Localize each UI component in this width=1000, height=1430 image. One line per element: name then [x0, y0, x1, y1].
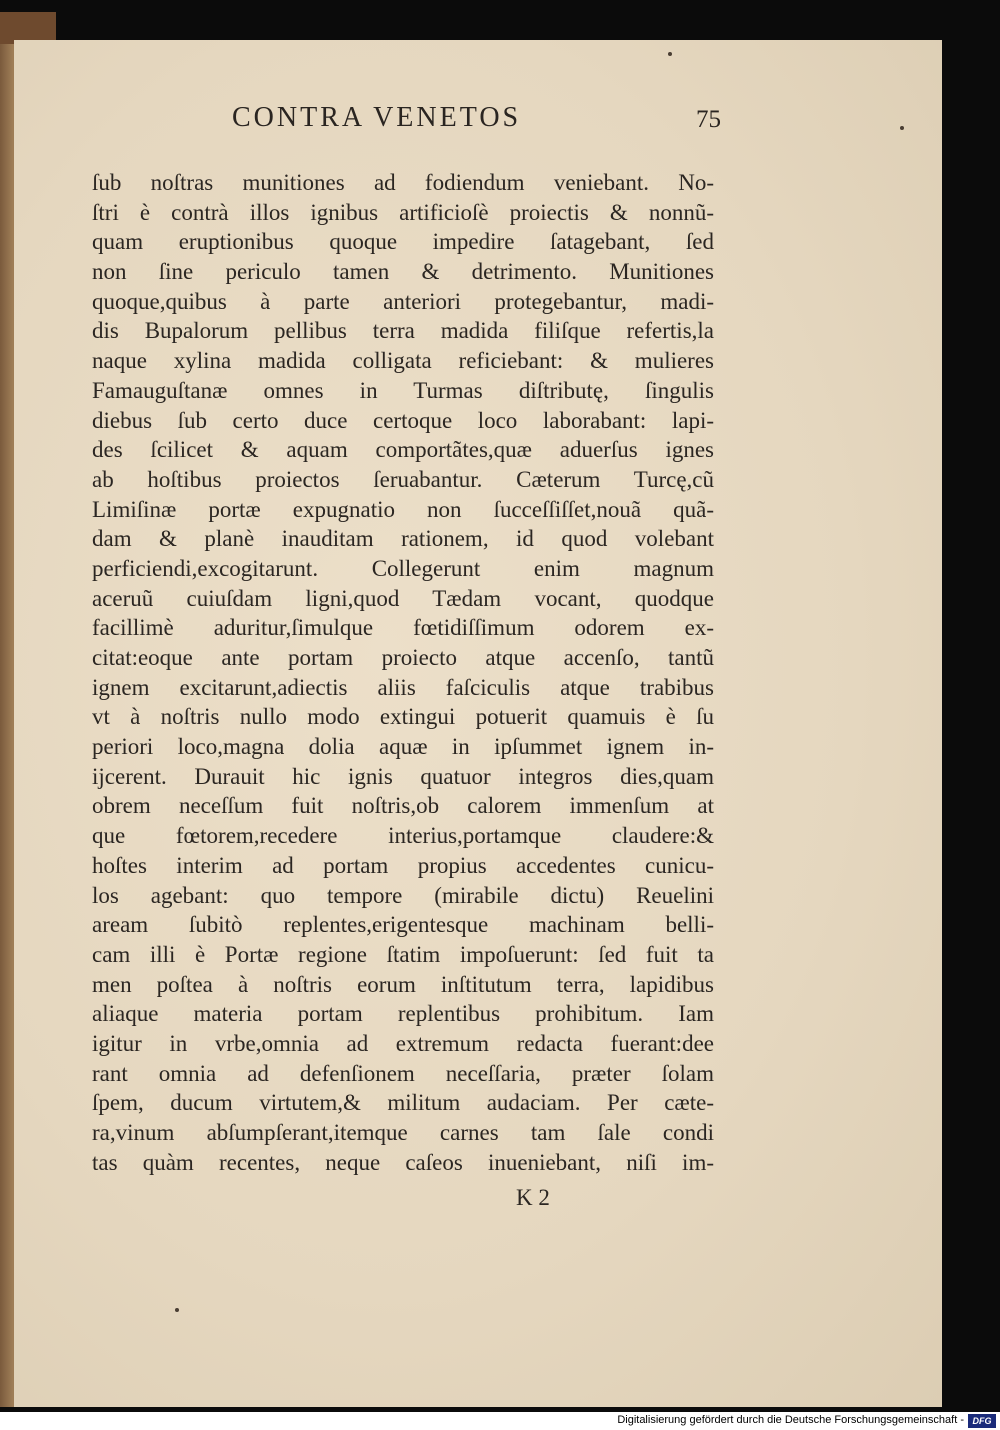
page-speck — [175, 1308, 179, 1312]
text-line: cam illi è Portæ regione ſtatim impoſuerunt: ſed fuit ta — [92, 941, 714, 967]
text-line: dam & planè inauditam rationem, id quod volebant — [92, 526, 714, 552]
text-line: quoque,quibus à parte anteriori protegebantur, madi- — [92, 288, 714, 314]
text-line: los agebant: quo tempore (mirabile dictu) Reuelini — [92, 882, 714, 908]
text-line: quam eruptionibus quoque impedire ſatagebant, ſed — [92, 229, 714, 255]
text-line: Limiſinæ portæ expugnatio non ſucceſſiſſet,nouã quã- — [92, 496, 714, 522]
text-line: facillimè aduritur,ſimulque fœtidiſſimum odorem ex- — [92, 615, 714, 641]
text-line: des ſcilicet & aquam comportãtes,quæ aduerſus ignes — [92, 437, 714, 463]
text-line: periori loco,magna dolia aquæ in ipſummet ignem in- — [92, 734, 714, 760]
running-head: CONTRA VENETOS — [232, 102, 522, 133]
page-speck — [900, 126, 904, 130]
text-line: aream ſubitò replentes,erigentesque machinam belli- — [92, 912, 714, 938]
text-line: naque xylina madida colligata reficiebant: & mulieres — [92, 348, 714, 374]
text-line: dis Bupalorum pellibus terra madida filiſque refertis,la — [92, 318, 714, 344]
text-line: ignem excitarunt,adiectis aliis faſciculis atque trabibus — [92, 674, 714, 700]
text-line: ab hoſtibus proiectos ſeruabantur. Cæterum Turcę,cũ — [92, 466, 714, 492]
signature-mark: K 2 — [516, 1185, 550, 1210]
text-line: citat:eoque ante portam proiecto atque accenſo, tantũ — [92, 645, 714, 670]
text-line: men poſtea à noſtris eorum inſtitutum terra, lapidibus — [92, 971, 714, 997]
text-line: perficiendi,excogitarunt. Collegerunt enim magnum — [92, 555, 714, 581]
text-line: non ſine periculo tamen & detrimento. Munitiones — [92, 259, 714, 285]
text-line: ſtri è contrà illos ignibus artificioſè proiectis & nonnũ- — [92, 199, 714, 225]
text-line: ſpem, ducum virtutem,& militum audaciam. Per cæte- — [92, 1090, 714, 1116]
text-line: diebus ſub certo duce certoque loco laborabant: lapi- — [92, 407, 714, 433]
text-line: igitur in vrbe,omnia ad extremum redacta fuerant:dee — [92, 1030, 714, 1056]
body-text — [92, 168, 714, 1177]
page-number: 75 — [696, 106, 721, 133]
text-line: tas quàm recentes, neque caſeos inueniebant, niſi im- — [92, 1149, 714, 1175]
text-line: hoſtes interim ad portam propius accedentes cunicu- — [92, 852, 714, 878]
text-line: obrem neceſſum fuit noſtris,ob calorem immenſum at — [92, 793, 714, 819]
digitization-credit: Digitalisierung gefördert durch die Deutsche Forschungsgemeinschaft - — [617, 1414, 964, 1426]
text-line: aliaque materia portam replentibus prohibitum. Iam — [92, 1001, 714, 1027]
text-line: rant omnia ad defenſionem neceſſaria, præter ſolam — [92, 1060, 714, 1086]
text-line: ra,vinum abſumpſerant,itemque carnes tam ſale condi — [92, 1120, 714, 1145]
dfg-logo: DFG — [968, 1414, 996, 1428]
text-line: que fœtorem,recedere interius,portamque claudere:& — [92, 823, 714, 849]
text-line: ijcerent. Durauit hic ignis quatuor integros dies,quam — [92, 763, 714, 789]
text-line: vt à noſtris nullo modo extingui potuerit quamuis è ſu — [92, 704, 714, 730]
page-speck — [668, 52, 672, 56]
text-line: aceruũ cuiuſdam ligni,quod Tædam vocant, quodque — [92, 585, 714, 611]
text-line: ſub noſtras munitiones ad fodiendum veniebant. No- — [92, 170, 714, 195]
text-line: Famauguſtanæ omnes in Turmas diſtributę, ſingulis — [92, 377, 714, 403]
page-header — [218, 102, 721, 142]
